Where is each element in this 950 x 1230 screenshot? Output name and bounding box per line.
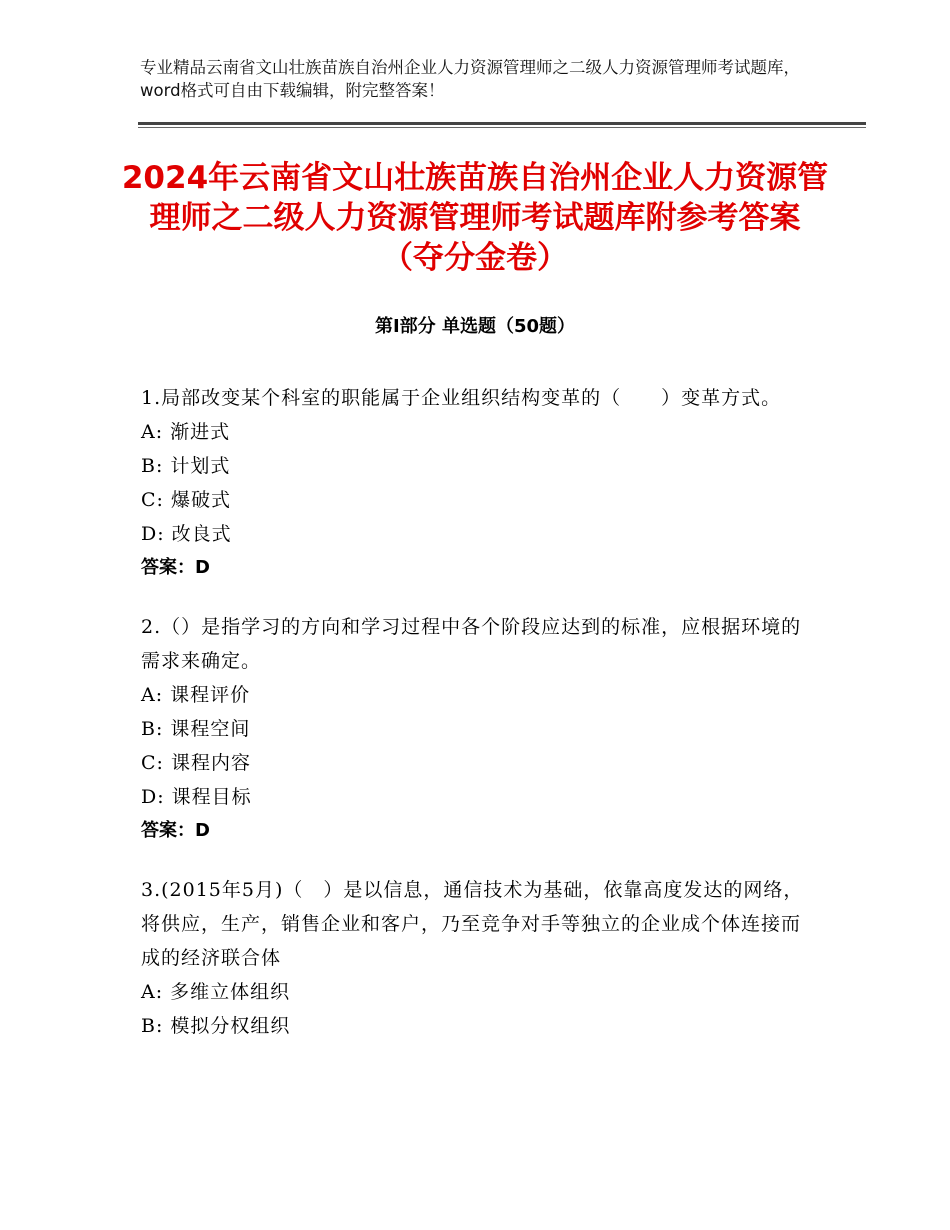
option-d: D: 改良式 <box>141 523 232 545</box>
option-d: D: 课程目标 <box>141 786 252 808</box>
question-stem: 3.(2015年5月)（ ）是以信息，通信技术为基础，依靠高度发达的网络，将供应，生产，销售企业和客户，乃至竞争对手等独立的企业成个体连接而成的经济联合体 <box>141 879 804 969</box>
option-b: B: 模拟分权组织 <box>141 1015 291 1037</box>
document-title: 2024年云南省文山壮族苗族自治州企业人力资源管理师之二级人力资源管理师考试题库附参考答案（夺分金卷） <box>121 160 829 276</box>
option-b: B: 课程空间 <box>141 718 251 740</box>
question-stem: 2.（）是指学习的方向和学习过程中各个阶段应达到的标准，应根据环境的需求来确定。 <box>141 616 802 672</box>
section-title: 第Ⅰ部分 单选题（50题） <box>374 316 575 337</box>
question-1 <box>141 381 813 585</box>
option-a: A: 课程评价 <box>141 684 251 706</box>
option-c: C: 课程内容 <box>141 752 251 774</box>
answer-text: 答案：D <box>141 820 210 841</box>
option-c: C: 爆破式 <box>141 489 231 511</box>
option-a: A: 多维立体组织 <box>141 981 291 1003</box>
question-list <box>141 381 813 1068</box>
option-a: A: 渐进式 <box>141 421 231 443</box>
question-stem: 1.局部改变某个科室的职能属于企业组织结构变革的（ ）变革方式。 <box>141 387 782 409</box>
option-b: B: 计划式 <box>141 455 231 477</box>
header-divider-thin <box>138 127 866 128</box>
question-2 <box>141 610 813 848</box>
header-divider-thick <box>138 122 866 125</box>
header-note: 专业精品云南省文山壮族苗族自治州企业人力资源管理师之二级人力资源管理师考试题库，word格式可自由下载编辑，附完整答案！ <box>140 58 800 100</box>
question-3 <box>141 873 813 1043</box>
answer-text: 答案：D <box>141 557 210 578</box>
